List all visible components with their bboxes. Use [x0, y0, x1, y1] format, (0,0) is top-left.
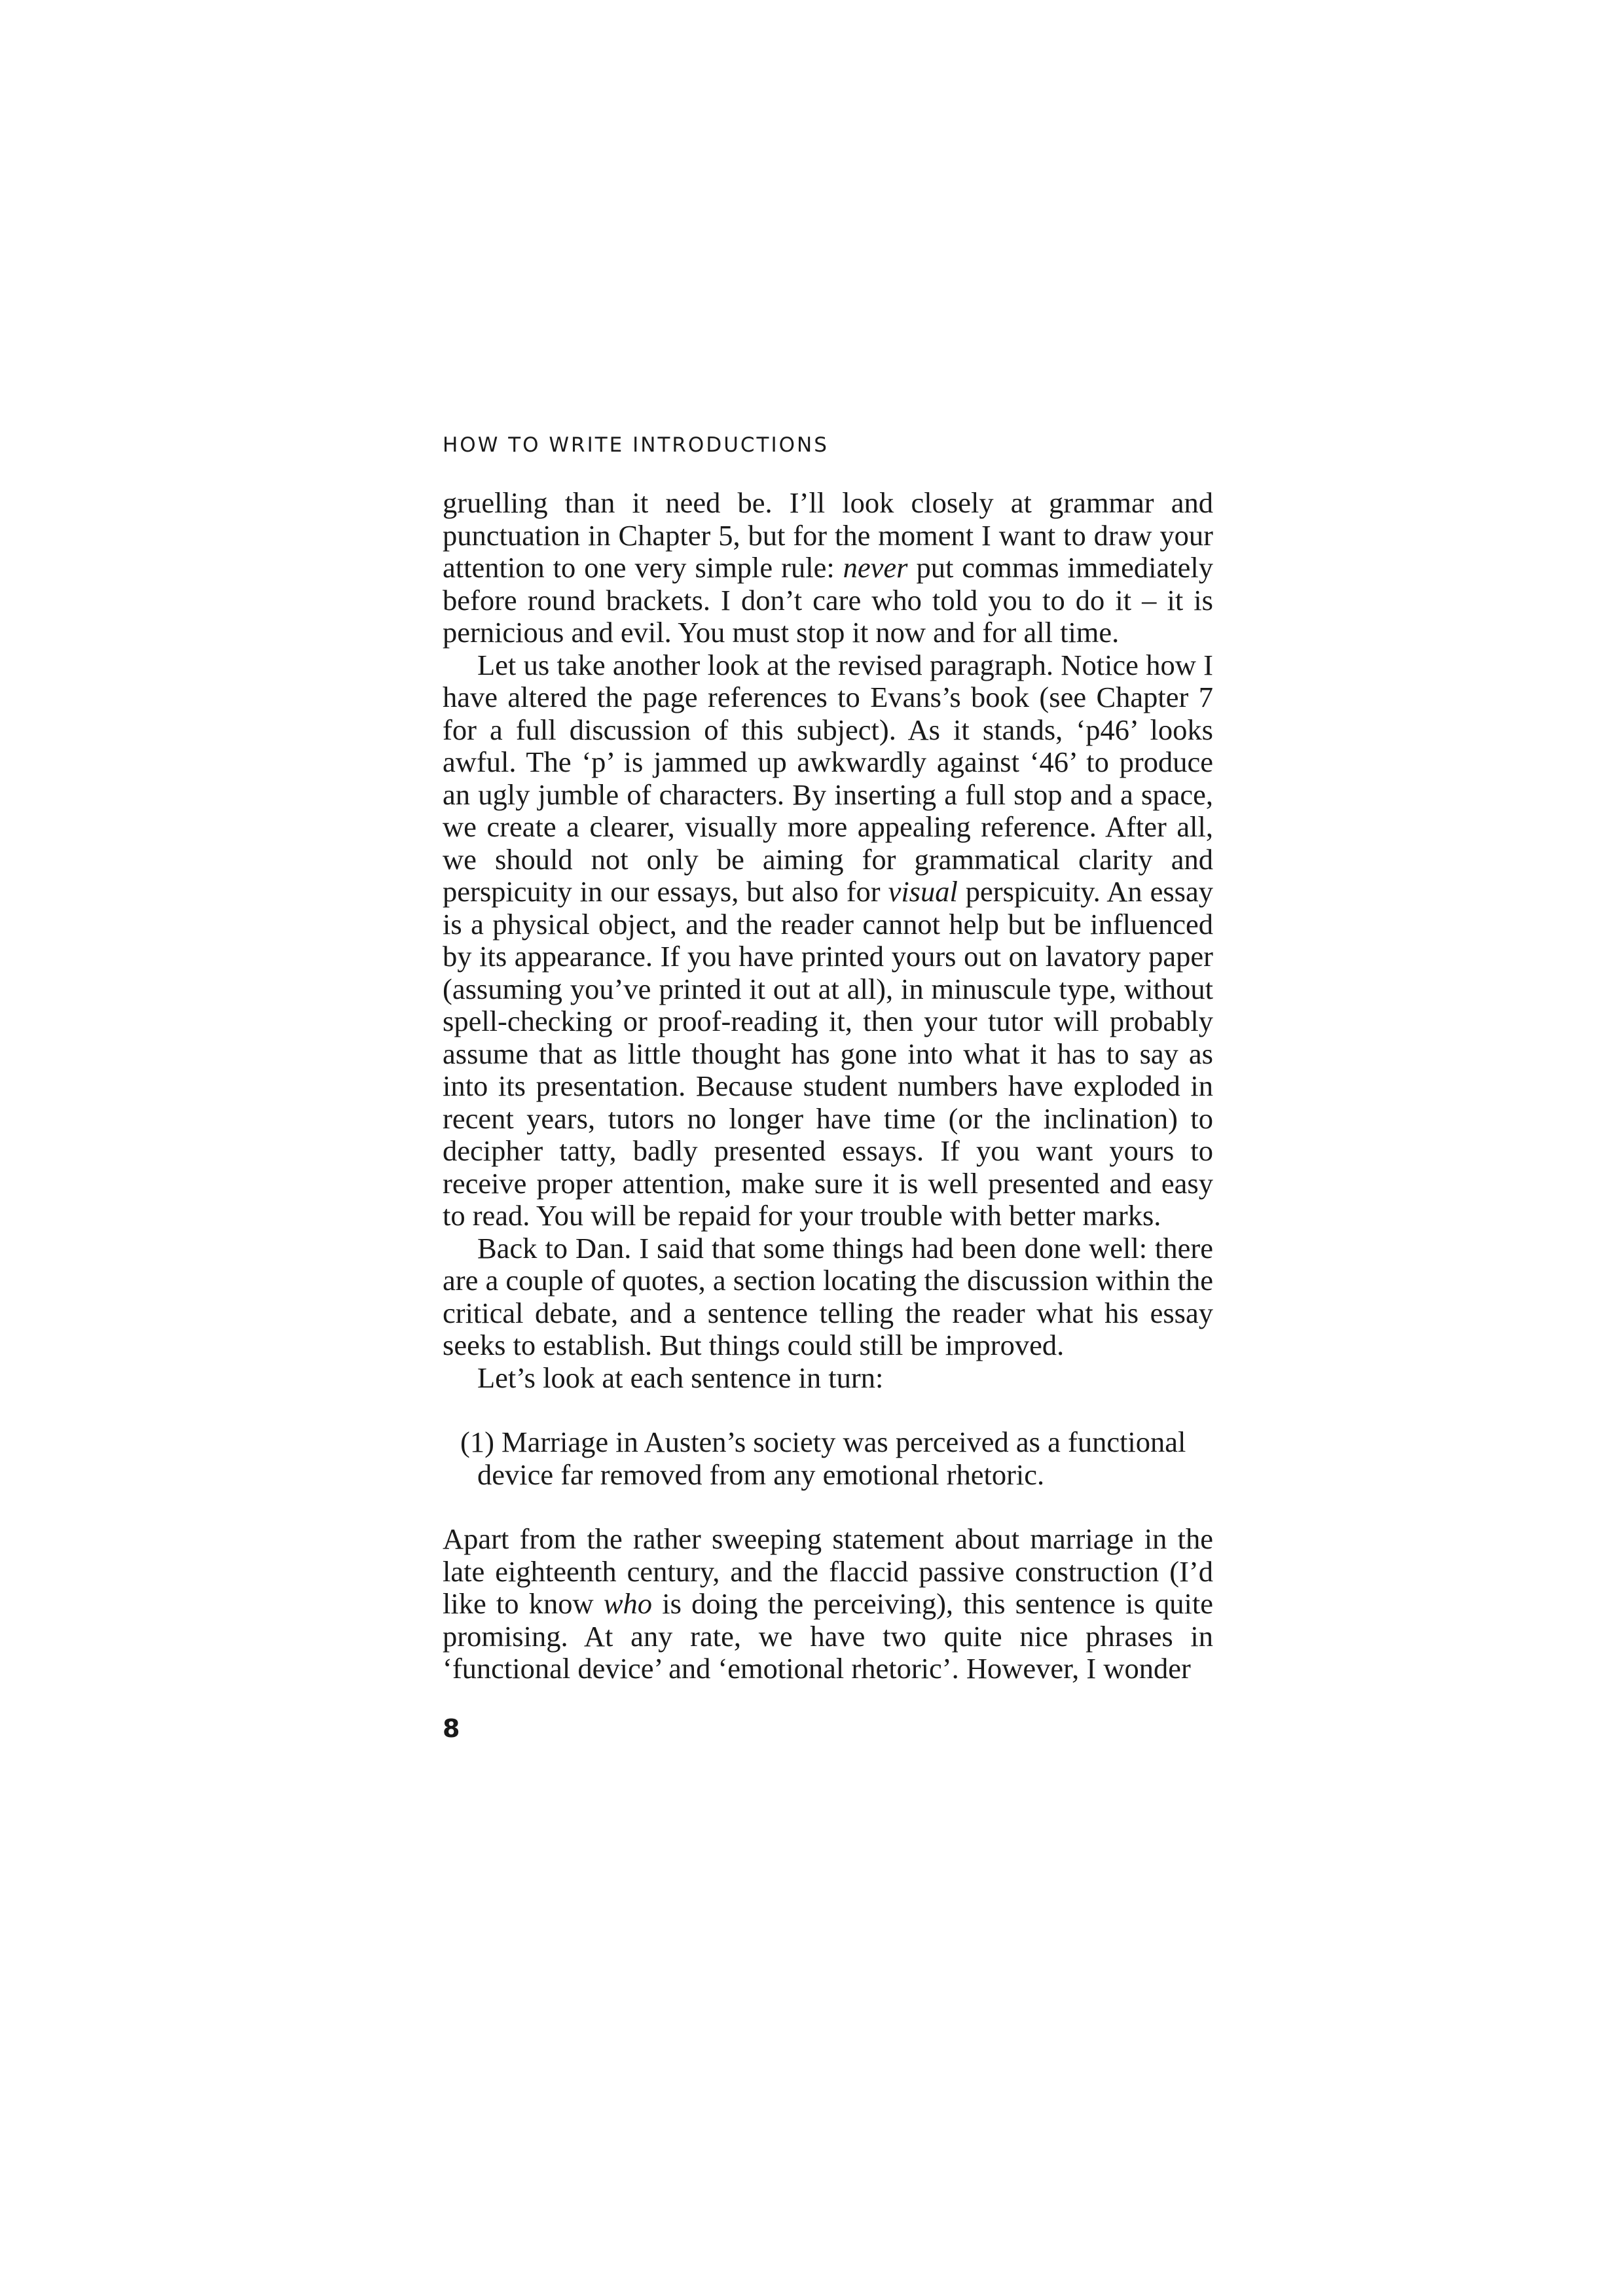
body-text	[443, 487, 1213, 1685]
paragraph-4: Let’s look at each sentence in turn:	[477, 1361, 884, 1394]
book-page	[443, 432, 1213, 1742]
paragraph-1: gruelling than it need be. I’ll look closely at grammar and punctuation in Chapter 5, but for the moment I want to draw your attention to one very simple rule: never put commas immediately before round brackets. I don’t care who told you to do it – it is pernicious and evil. You must stop it now and for all time.	[443, 486, 1213, 649]
paragraph-5: Apart from the rather sweeping statement about marriage in the late eighteenth century, and the flaccid passive construction (I’d like to know who is doing the perceiving), this sentence is quite promising. At any rate, we have two quite nice phrases in ‘functional device’ and ‘emotional rhetoric’. However, I wonder	[443, 1522, 1213, 1685]
emphasis-visual: visual	[888, 875, 958, 908]
paragraph-3: Back to Dan. I said that some things had been done well: there are a couple of quotes, a section locating the discussion within the critical debate, and a sentence telling the reader what his essay seeks to establish. But things could still be improved.	[443, 1231, 1213, 1361]
emphasis-never: never	[843, 551, 908, 584]
page-number: 8	[443, 1713, 460, 1743]
emphasis-who: who	[603, 1587, 653, 1620]
quoted-sentence: (1) Marriage in Austen’s society was perceived as a functional device far removed from any emotional rhetoric.	[460, 1426, 1186, 1491]
running-head: HOW TO WRITE INTRODUCTIONS	[443, 433, 829, 457]
paragraph-2: Let us take another look at the revised paragraph. Notice how I have altered the page references to Evans’s book (see Chapter 7 for a full discussion of this subject). As it stands, ‘p46’ looks awful. The ‘p’ is jammed up awkwardly against ‘46’ to produce an ugly jumble of characters. By inserting a full stop and a space, we create a clearer, visually more appealing reference. After all, we should not only be aiming for grammatical clarity and perspicuity in our essays, but also for visual perspicuity. An essay is a physical object, and the reader cannot help but be influenced by its appearance. If you have printed yours out on lavatory paper (assuming you’ve printed it out at all), in minuscule type, without spell-checking or proof-reading it, then your tutor will probably assume that as little thought has gone into what it has to say as into its presentation. Because student numbers have exploded in recent years, tutors no longer have time (or the inclination) to decipher tatty, badly presented essays. If you want yours to receive proper attention, make sure it is well presented and easy to read. You will be repaid for your trouble with better marks.	[443, 648, 1213, 1232]
